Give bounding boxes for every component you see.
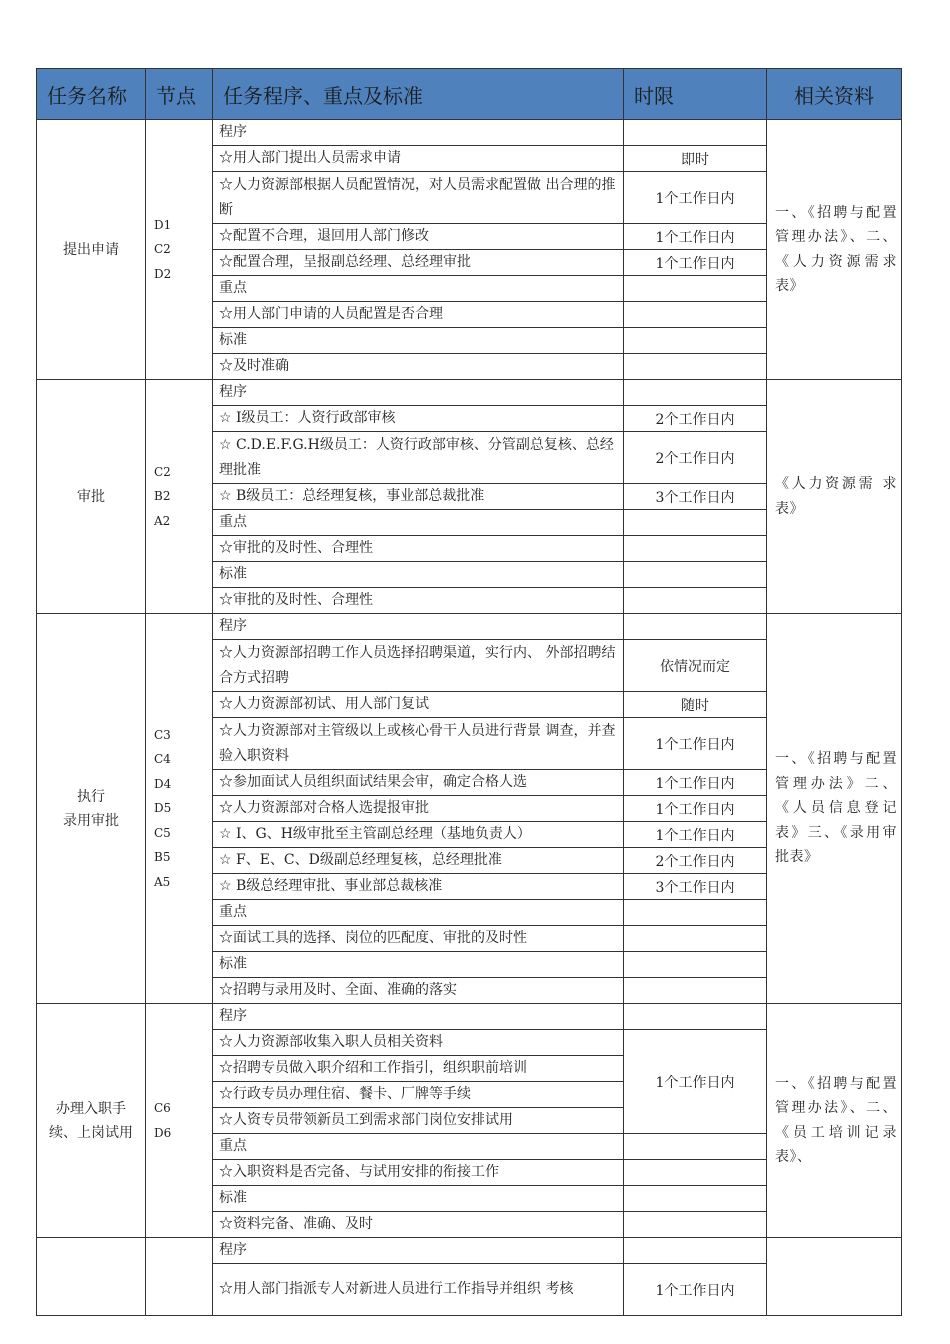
header-procedure: 任务程序、重点及标准 bbox=[213, 69, 624, 120]
procedure-step: ☆人力资源部招聘工作人员选择招聘渠道，实行内、 外部招聘结合方式招聘 bbox=[213, 640, 624, 692]
procedure-step: ☆配置不合理，退回用人部门修改 bbox=[213, 224, 624, 250]
procedure-table bbox=[36, 68, 902, 1316]
procedure-step: ☆人力资源部初试、用人部门复试 bbox=[213, 692, 624, 718]
procedure-step: 标准 bbox=[213, 562, 624, 588]
node-code: D2 bbox=[154, 266, 172, 281]
procedure-step: 标准 bbox=[213, 1186, 624, 1212]
node-code: C2 bbox=[154, 464, 171, 479]
procedure-step: ☆面试工具的选择、岗位的匹配度、审批的及时性 bbox=[213, 926, 624, 952]
header-node: 节点 bbox=[146, 69, 213, 120]
time-limit-cell: 1个工作日内 bbox=[624, 1030, 767, 1134]
task-name-cell bbox=[37, 1238, 146, 1316]
procedure-step: ☆ I级员工：人资行政部审核 bbox=[213, 406, 624, 432]
node-code: C5 bbox=[154, 825, 171, 840]
header-limit: 时限 bbox=[624, 69, 767, 120]
node-code: C6 bbox=[154, 1101, 171, 1115]
time-limit-cell: 依情况而定 bbox=[624, 640, 767, 692]
procedure-step: 程序 bbox=[213, 380, 624, 406]
header-row bbox=[37, 69, 902, 120]
table-row bbox=[37, 380, 902, 406]
time-limit-cell bbox=[624, 536, 767, 562]
time-limit-cell: 2个工作日内 bbox=[624, 432, 767, 484]
procedure-step: 程序 bbox=[213, 1004, 624, 1030]
time-limit-cell bbox=[624, 588, 767, 614]
table-row bbox=[37, 120, 902, 146]
procedure-step: ☆招聘与录用及时、全面、准确的落实 bbox=[213, 978, 624, 1004]
time-limit-cell bbox=[624, 510, 767, 536]
time-limit-cell bbox=[624, 952, 767, 978]
time-limit-cell bbox=[624, 614, 767, 640]
procedure-step: ☆配置合理，呈报副总经理、总经理审批 bbox=[213, 250, 624, 276]
time-limit-cell: 3个工作日内 bbox=[624, 484, 767, 510]
task-name-cell: 审批 bbox=[37, 380, 146, 614]
table-row bbox=[37, 1238, 902, 1264]
time-limit-cell bbox=[624, 328, 767, 354]
table-row bbox=[37, 1004, 902, 1030]
time-limit-cell bbox=[624, 1004, 767, 1030]
procedure-step: ☆人力资源部对合格人选提报审批 bbox=[213, 796, 624, 822]
time-limit-cell: 随时 bbox=[624, 692, 767, 718]
procedure-step: ☆资料完备、准确、及时 bbox=[213, 1212, 624, 1238]
time-limit-cell: 即时 bbox=[624, 146, 767, 172]
procedure-step: ☆ F、E、C、D级副总经理复核，总经理批准 bbox=[213, 848, 624, 874]
node-code: D1 bbox=[154, 217, 172, 232]
time-limit-cell: 1个工作日内 bbox=[624, 796, 767, 822]
procedure-step: ☆用人部门提出人员需求申请 bbox=[213, 146, 624, 172]
procedure-step: ☆ I、G、H级审批至主管副总经理（基地负责人） bbox=[213, 822, 624, 848]
procedure-step: ☆参加面试人员组织面试结果会审，确定合格人选 bbox=[213, 770, 624, 796]
procedure-step: 重点 bbox=[213, 900, 624, 926]
node-code: D5 bbox=[154, 801, 172, 816]
time-limit-cell: 1个工作日内 bbox=[624, 250, 767, 276]
time-limit-cell bbox=[624, 1238, 767, 1264]
node-cell bbox=[146, 1004, 213, 1238]
time-limit-cell: 1个工作日内 bbox=[624, 1264, 767, 1316]
time-limit-cell: 1个工作日内 bbox=[624, 172, 767, 224]
task-name-cell: 办理入职手续、上岗试用 bbox=[37, 1004, 146, 1238]
time-limit-cell bbox=[624, 354, 767, 380]
time-limit-cell bbox=[624, 380, 767, 406]
node-code: A5 bbox=[154, 874, 171, 889]
time-limit-cell bbox=[624, 1212, 767, 1238]
time-limit-cell bbox=[624, 562, 767, 588]
procedure-step: ☆用人部门申请的人员配置是否合理 bbox=[213, 302, 624, 328]
node-code: B5 bbox=[154, 850, 171, 865]
node-code: A2 bbox=[154, 513, 171, 528]
procedure-step: ☆人资专员带领新员工到需求部门岗位安排试用 bbox=[213, 1108, 624, 1134]
procedure-step: 重点 bbox=[213, 276, 624, 302]
procedure-step: ☆行政专员办理住宿、餐卡、厂牌等手续 bbox=[213, 1082, 624, 1108]
procedure-document bbox=[36, 68, 901, 1316]
procedure-step: ☆ B级总经理审批、事业部总裁核准 bbox=[213, 874, 624, 900]
procedure-step: ☆人力资源部根据人员配置情况，对人员需求配置做 出合理的推断 bbox=[213, 172, 624, 224]
related-docs-cell: 一、《招聘与配置管理办法》、二、《人力资源需求表》 bbox=[767, 120, 902, 380]
procedure-step: ☆ B级员工：总经理复核，事业部总裁批准 bbox=[213, 484, 624, 510]
procedure-step: 程序 bbox=[213, 120, 624, 146]
procedure-step: ☆招聘专员做入职介绍和工作指引，组织职前培训 bbox=[213, 1056, 624, 1082]
time-limit-cell bbox=[624, 120, 767, 146]
node-code: D4 bbox=[154, 776, 172, 791]
time-limit-cell bbox=[624, 1134, 767, 1160]
procedure-step: 标准 bbox=[213, 328, 624, 354]
time-limit-cell: 1个工作日内 bbox=[624, 822, 767, 848]
procedure-step: 标准 bbox=[213, 952, 624, 978]
procedure-step: ☆人力资源部收集入职人员相关资料 bbox=[213, 1030, 624, 1056]
time-limit-cell bbox=[624, 900, 767, 926]
node-cell bbox=[146, 120, 213, 380]
procedure-step: ☆审批的及时性、合理性 bbox=[213, 536, 624, 562]
time-limit-cell: 1个工作日内 bbox=[624, 224, 767, 250]
time-limit-cell bbox=[624, 978, 767, 1004]
time-limit-cell: 1个工作日内 bbox=[624, 770, 767, 796]
time-limit-cell: 1个工作日内 bbox=[624, 718, 767, 770]
node-cell bbox=[146, 614, 213, 1004]
procedure-step: ☆入职资料是否完备、与试用安排的衔接工作 bbox=[213, 1160, 624, 1186]
procedure-step: 程序 bbox=[213, 614, 624, 640]
time-limit-cell bbox=[624, 1160, 767, 1186]
procedure-step: 程序 bbox=[213, 1238, 624, 1264]
task-name-cell: 执行 录用审批 bbox=[37, 614, 146, 1004]
header-task: 任务名称 bbox=[37, 69, 146, 120]
table-row bbox=[37, 614, 902, 640]
procedure-step: ☆用人部门指派专人对新进人员进行工作指导并组织 考核 bbox=[213, 1264, 624, 1316]
procedure-step: ☆ C.D.E.F.G.H级员工：人资行政部审核、分管副总复核、总经理批准 bbox=[213, 432, 624, 484]
time-limit-cell bbox=[624, 276, 767, 302]
header-docs: 相关资料 bbox=[767, 69, 902, 120]
node-cell bbox=[146, 380, 213, 614]
node-code: C4 bbox=[154, 752, 171, 767]
procedure-step: 重点 bbox=[213, 1134, 624, 1160]
time-limit-cell bbox=[624, 926, 767, 952]
node-code: C3 bbox=[154, 727, 171, 742]
procedure-step: ☆人力资源部对主管级以上或核心骨干人员进行背景 调查，并查验入职资料 bbox=[213, 718, 624, 770]
node-code: B2 bbox=[154, 489, 171, 504]
related-docs-cell: 一、《招聘与配置管理办法》、二、《员工培训记录表》、 bbox=[767, 1004, 902, 1238]
time-limit-cell bbox=[624, 302, 767, 328]
time-limit-cell bbox=[624, 1186, 767, 1212]
time-limit-cell: 3个工作日内 bbox=[624, 874, 767, 900]
related-docs-cell: 《人力资源需 求表》 bbox=[767, 380, 902, 614]
related-docs-cell: 一、《招聘与配置管理办法》二、《人员信息登记表》三、《录用审批表》 bbox=[767, 614, 902, 1004]
procedure-step: ☆审批的及时性、合理性 bbox=[213, 588, 624, 614]
node-code: C2 bbox=[154, 242, 171, 257]
related-docs-cell bbox=[767, 1238, 902, 1316]
node-code: D6 bbox=[154, 1125, 172, 1140]
node-cell bbox=[146, 1238, 213, 1316]
task-name-cell: 提出申请 bbox=[37, 120, 146, 380]
time-limit-cell: 2个工作日内 bbox=[624, 406, 767, 432]
procedure-step: ☆及时准确 bbox=[213, 354, 624, 380]
procedure-step: 重点 bbox=[213, 510, 624, 536]
time-limit-cell: 2个工作日内 bbox=[624, 848, 767, 874]
